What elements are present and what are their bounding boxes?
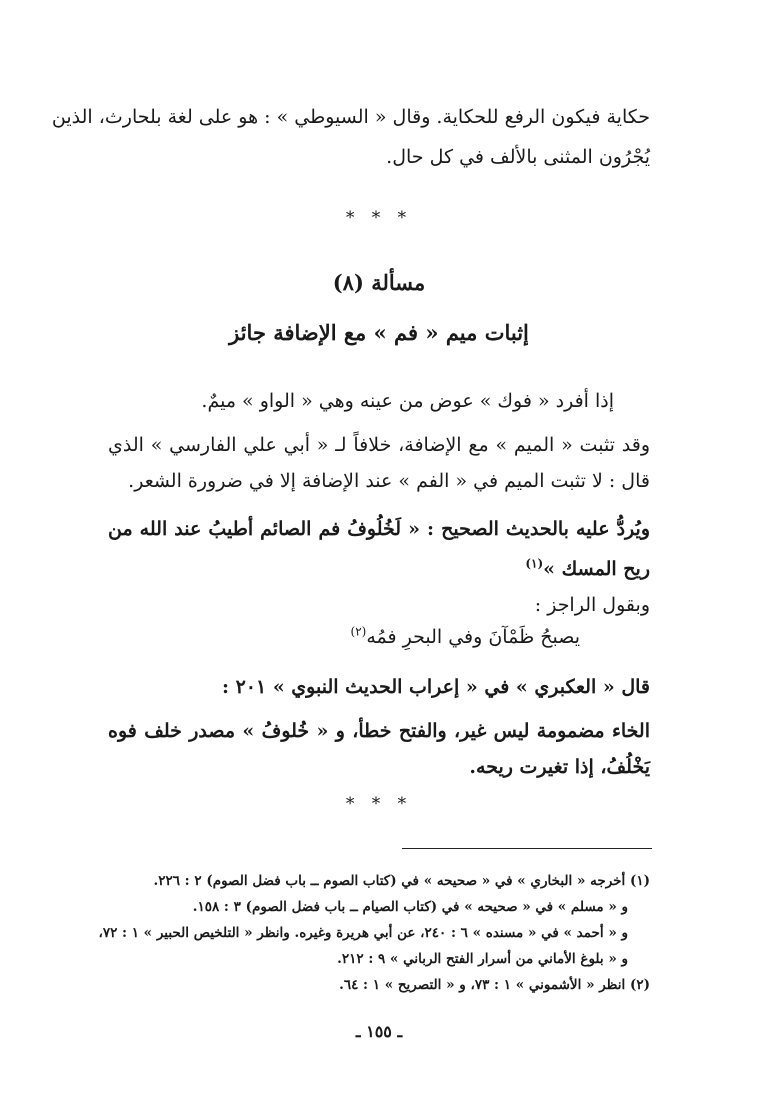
- paragraph-4-line-2-text: ريح المسك »: [543, 558, 650, 580]
- footnote-1-line-2: و « مسلم » في « صحيحه » في (كتاب الصيام ــ باب فضل الصوم) ٣ : ١٥٨.: [192, 899, 628, 915]
- quote-line-2: يَخْلُفُ، إذا تغيرت ريحه.: [469, 756, 650, 778]
- section-separator: * * *: [345, 208, 413, 228]
- paragraph-3-line-2: قال : لا تثبت الميم في « الفم » عند الإضافة إلا في ضرورة الشعر.: [128, 470, 650, 492]
- paragraph-4-line-2: [108, 556, 650, 580]
- paragraph-1-line-2: يُجْرُون المثنى بالألف في كل حال.: [386, 146, 650, 168]
- paragraph-1-line-1: حكاية فيكون الرفع للحكاية. وقال « السيوطي » : هو على لغة بلحارث، الذين: [51, 106, 650, 128]
- section-subtitle: إثبات ميم « فم » مع الإضافة جائز: [229, 320, 529, 345]
- footnote-ref-1: (١): [525, 556, 544, 571]
- section-separator-2: * * *: [345, 794, 413, 814]
- paragraph-3-line-1-text: وقد تثبت « الميم » مع الإضافة، خلافاً لـ « أبي علي الفارسي » الذي: [108, 434, 650, 456]
- verse-line: [108, 624, 580, 648]
- paragraph-2-text: إذا أفرد « فوك » عوض من عينه وهي « الواو » ميمٌ.: [201, 390, 614, 412]
- footnote-ref-2: (٢): [350, 624, 367, 639]
- footnote-divider: [402, 848, 652, 849]
- quote-line-1: الخاء مضمومة ليس غير، والفتح خطأ، و « خُلوفُ » مصدر خلف فوه: [108, 720, 650, 742]
- paragraph-4-line-1: ويُردُّ عليه بالحديث الصحيح : « لَخُلُوفُ فم الصائم أطيبُ عند الله من: [108, 518, 650, 540]
- paragraph-2: [108, 392, 650, 411]
- quote-introduction: قال « العكبري » في « إعراب الحديث النبوي » ٢٠١ :: [221, 676, 650, 698]
- paragraph-3-line-1: [108, 436, 650, 455]
- footnote-1-line-4: و « بلوغ الأماني من أسرار الفتح الرباني » ٩ : ٢١٢.: [337, 951, 628, 967]
- footnote-2-line-1: (٢) انظر « الأشموني » ١ : ٧٣، و « التصريح » ١ : ٦٤.: [339, 977, 650, 993]
- paragraph-5-intro: وبقول الراجز :: [534, 594, 650, 616]
- footnote-1-line-3: و « أحمد » في « مسنده » ٦ : ٢٤٠، عن أبي هريرة وغيره. وانظر « التلخيص الحبير » ١ : ٧٢،: [98, 925, 628, 941]
- page-number: ـ ١٥٥ ـ: [355, 1022, 403, 1041]
- footnote-1-line-1: (١) أخرجه « البخاري » في « صحيحه » في (كتاب الصوم ــ باب فضل الصوم) ٢ : ٢٢٦.: [153, 873, 650, 889]
- verse-text: يصبحُ ظَمْآنَ وفي البحرِ فمُه: [366, 626, 580, 648]
- section-title: مسألة (٨): [332, 270, 426, 295]
